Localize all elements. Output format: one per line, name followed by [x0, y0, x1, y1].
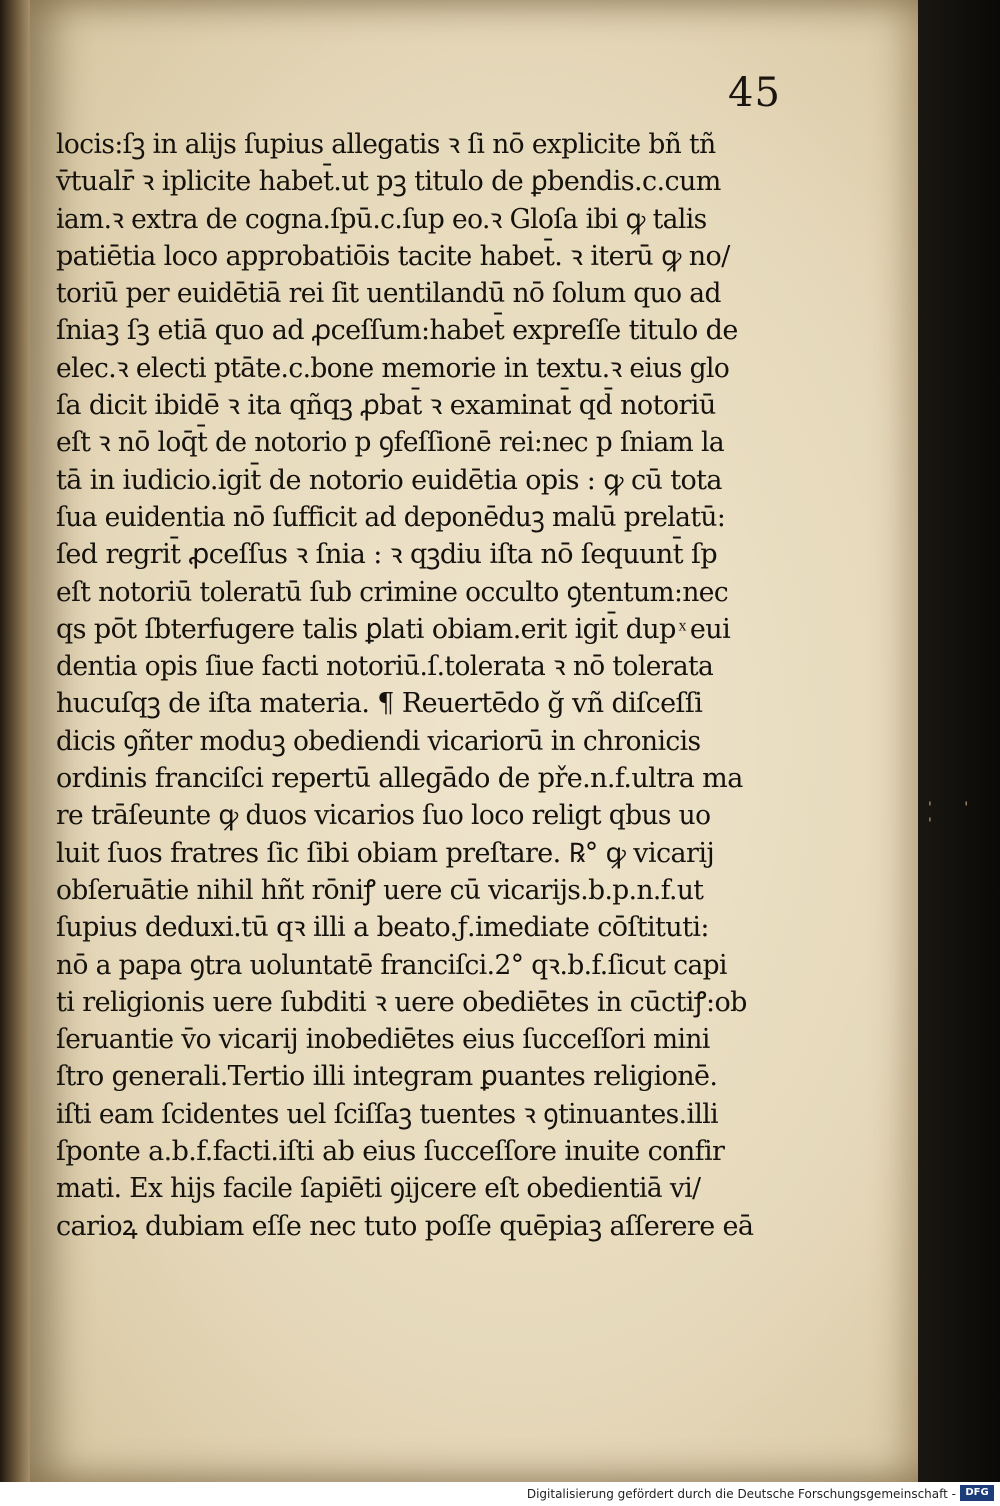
text-line: ti religionis uere ſubditi ꝛ uere obediētes in cūctiꝭ:ob — [56, 986, 747, 1018]
text-line: re trāſeunte ꝙ duos vicarios ſuo loco religt qbus uo — [56, 800, 711, 832]
page-text — [56, 126, 796, 1245]
text-line: ſed regrit̄ ꝓceſſus ꝛ ſnia : ꝛ qꝫdiu iſta nō ſequunt̄ ſp — [56, 539, 718, 571]
book-gutter — [0, 0, 30, 1482]
text-line: ordinis franciſci repertū allegādo de pře.n.f.ultra ma — [56, 763, 743, 795]
text-line: patiētia loco approbatiōis tacite habet̄. ꝛ iterū ꝙ no/ — [56, 240, 730, 272]
text-line: ſeruantie v̄o vicarij inobediētes eius ſucceſſori mini — [56, 1024, 710, 1056]
page-edge — [918, 0, 1000, 1482]
text-line: mati. Ex hijs facile ſapiēti ꝯijcere eſt obedientiā vi/ — [56, 1173, 701, 1205]
footer-credit: Digitalisierung gefördert durch die Deutsche Forschungsgemeinschaft - — [526, 1487, 956, 1501]
text-line: iſti eam ſcidentes uel ſciſſaꝫ tuentes ꝛ ꝯtinuantes.illi — [56, 1098, 718, 1130]
text-line: dicis ꝯñter moduꝫ obediendi vicariorū in chronicis — [56, 725, 701, 757]
text-line: iam.ꝛ extra de cogna.ſpū.c.ſup eo.ꝛ Gloſa ibi ꝙ talis — [56, 203, 707, 235]
text-line: locis:ſꝫ in alijs ſupius allegatis ꝛ ſi nō explicite bñ tñ — [56, 129, 716, 160]
text-line: ſniaꝫ ſꝫ etiā quo ad ꝓceſſum:habet̄ expreſſe titulo de — [56, 315, 738, 347]
text-line: obſeruātie nihil hñt rōniꝭ uere cū vicarijs.b.p.n.f.ut — [56, 874, 704, 906]
text-line: eſt notoriū toleratū ſub crimine occulto ꝯtentum:nec — [56, 576, 729, 608]
dfg-logo-icon: DFG — [960, 1485, 994, 1501]
text-line: ſtro generali.Tertio illi integram ꝑuantes religionē. — [56, 1061, 718, 1093]
text-line: ſupius deduxi.tū qꝛ illi a beato.ƒ.imediate cōſtituti: — [56, 912, 709, 944]
text-line: eſt ꝛ nō loq̄t̄ de notorio p ꝯfeſſionē rei:nec p ſniam la — [56, 427, 725, 459]
text-line: luit ſuos fratres ſic ſibi obiam preſtare. ℞° ꝙ vicarij — [56, 837, 715, 869]
text-line: toriū per euidētiā rei ſit uentilandū nō ſolum quo ad — [56, 278, 721, 310]
text-line: tā in iudicio.igit̄ de notorio euidētia opis : ꝙ cū tota — [56, 464, 722, 496]
edge-marks: ' ' ' — [928, 800, 983, 832]
text-line: hucuſqꝫ de iſta materia. ¶ Reuertēdo ğ vñ diſceſſi — [56, 688, 703, 720]
footer-bar — [0, 1482, 1000, 1506]
text-line: qs pōt ſbterfugere talis ꝑlati obiam.erit igit̄ dup ͯ eui — [56, 613, 731, 645]
text-line: nō a papa ꝯtra uoluntatē franciſci.2° qꝛ.b.f.ſicut capi — [56, 949, 727, 981]
text-line: v̄tualr̄ ꝛ iplicite habet̄.ut pꝫ titulo de ꝑbendis.c.cum — [56, 166, 721, 198]
text-line: ſponte a.b.f.facti.iſti ab eius ſucceſſore inuite confir — [56, 1136, 725, 1168]
text-line: ſa dicit ibidē ꝛ ita qñqꝫ ꝓbat̄ ꝛ examinat̄ qd̄ notoriū — [56, 390, 716, 422]
text-line: ſua euidentia nō ſufficit ad deponēduꝫ malū prelatū: — [56, 501, 726, 533]
text-line: elec.ꝛ electi ptāte.c.bone memorie in textu.ꝛ eius glo — [56, 352, 730, 384]
text-line: carioꝝ dubiam eſſe nec tuto poſſe quēpiaꝫ aſſerere eā — [56, 1210, 754, 1242]
page-number: 45 — [728, 70, 781, 116]
text-line: dentia opis ſiue facti notoriū.ſ.tolerata ꝛ nō tolerata — [56, 651, 714, 683]
